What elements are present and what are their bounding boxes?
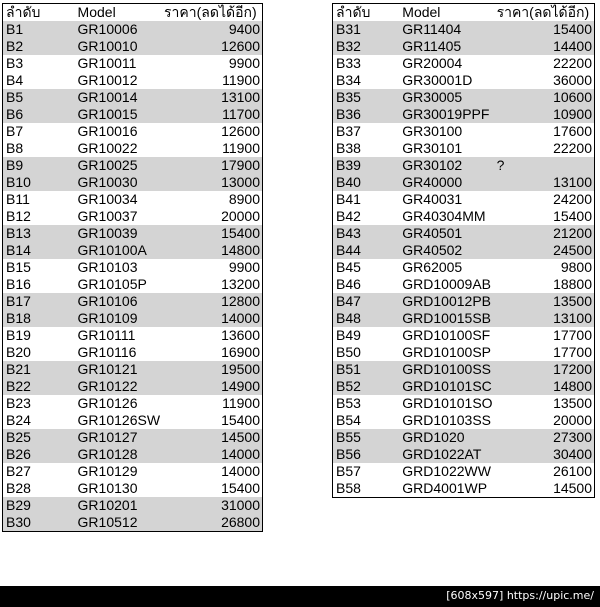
cell-code: B31 <box>333 21 401 38</box>
cell-price: 19500 <box>162 361 262 378</box>
cell-code: B41 <box>336 191 361 207</box>
cell-code: B37 <box>336 123 361 139</box>
table-row <box>3 412 263 429</box>
table-row <box>333 480 595 498</box>
cell-price: 13200 <box>221 276 260 292</box>
cell-model: GR30101 <box>402 140 463 156</box>
table-row <box>3 480 263 497</box>
cell-model: GRD1020 <box>400 429 494 446</box>
cell-code: B38 <box>336 140 361 156</box>
table-row <box>3 310 263 327</box>
cell-model: GR10109 <box>76 310 162 327</box>
table-row <box>333 55 595 72</box>
header-row <box>333 4 595 22</box>
cell-model: GR30100 <box>402 123 463 139</box>
cell-price: 9900 <box>228 259 260 275</box>
cell-price: 30400 <box>495 446 595 463</box>
cell-model: GR10129 <box>77 463 138 479</box>
table-row <box>333 429 595 446</box>
cell-price: 27300 <box>495 429 595 446</box>
cell-code: B58 <box>336 480 361 496</box>
cell-price: 13600 <box>221 327 260 343</box>
cell-code: B20 <box>6 344 31 360</box>
cell-code: B16 <box>6 276 31 292</box>
cell-price: 9400 <box>162 21 262 38</box>
cell-code: B23 <box>6 395 31 411</box>
cell-price: 10600 <box>495 89 595 106</box>
cell-code: B22 <box>3 378 76 395</box>
cell-model: GR11404 <box>400 21 494 38</box>
cell-code: B24 <box>6 412 31 428</box>
cell-price: 24500 <box>495 242 595 259</box>
table-row <box>3 55 263 72</box>
table-row <box>333 463 595 480</box>
price-table-right <box>332 3 595 498</box>
cell-price: 13500 <box>553 395 592 411</box>
image-host-footer <box>0 586 600 607</box>
cell-price: 8900 <box>228 191 260 207</box>
cell-model: GR10015 <box>76 106 162 123</box>
cell-model: GR40502 <box>400 242 494 259</box>
cell-code: B2 <box>3 38 76 55</box>
cell-code: B8 <box>6 140 24 156</box>
cell-model: GRD10009AB <box>402 276 491 292</box>
cell-price: 11900 <box>222 140 260 156</box>
table-row <box>3 89 263 106</box>
price-table-left <box>2 3 263 532</box>
cell-model: GRD10100SF <box>402 327 491 343</box>
header-price: ราคา(ลดได้อีก) <box>496 4 590 20</box>
cell-model: GRD10101SO <box>402 395 493 411</box>
cell-price: 14000 <box>221 463 260 479</box>
cell-price: 12800 <box>162 293 262 310</box>
cell-model: GR10010 <box>76 38 162 55</box>
cell-code: B9 <box>3 157 76 174</box>
cell-code: B57 <box>336 463 361 479</box>
cell-code: B14 <box>3 242 76 259</box>
cell-price: 20000 <box>221 208 260 224</box>
table-row <box>3 378 263 395</box>
cell-price: ? <box>495 157 595 174</box>
table-row <box>333 276 595 293</box>
cell-model: GR10103 <box>77 259 138 275</box>
cell-price: 22200 <box>553 140 592 156</box>
cell-code: B35 <box>333 89 401 106</box>
cell-model: GRD1022AT <box>400 446 494 463</box>
cell-code: B6 <box>3 106 76 123</box>
table-row <box>3 242 263 259</box>
cell-price: 17700 <box>553 327 592 343</box>
cell-model: GR10037 <box>77 208 138 224</box>
cell-model: GR62005 <box>402 259 463 275</box>
table-row <box>3 157 263 174</box>
cell-price: 17900 <box>162 157 262 174</box>
table-body-right <box>333 21 595 498</box>
cell-code: B29 <box>3 497 76 514</box>
cell-code: B50 <box>336 344 361 360</box>
table-row <box>333 344 595 361</box>
cell-model: GR10012 <box>77 72 138 88</box>
cell-price: 21200 <box>495 225 595 242</box>
table-row <box>333 38 595 55</box>
cell-code: B1 <box>3 21 76 38</box>
cell-price: 15400 <box>221 412 260 428</box>
cell-code: B19 <box>6 327 31 343</box>
cell-model: GR10130 <box>77 480 138 496</box>
header-model: Model <box>402 4 441 20</box>
table-row <box>333 21 595 38</box>
cell-price: 14900 <box>162 378 262 395</box>
cell-code: B18 <box>3 310 76 327</box>
table-row <box>333 361 595 378</box>
cell-price: 14500 <box>553 480 592 496</box>
cell-price: 10900 <box>495 106 595 123</box>
cell-price: 13500 <box>495 293 595 310</box>
table-row <box>3 21 263 38</box>
cell-model: GR10122 <box>76 378 162 395</box>
cell-model: GR30001D <box>402 72 473 88</box>
cell-model: GRD4001WP <box>402 480 488 496</box>
table-body-left <box>3 21 263 532</box>
table-row <box>3 140 263 157</box>
table-row <box>333 140 595 157</box>
cell-code: B56 <box>333 446 401 463</box>
cell-model: GR40304MM <box>402 208 486 224</box>
cell-code: B25 <box>3 429 76 446</box>
cell-code: B5 <box>3 89 76 106</box>
table-row <box>3 497 263 514</box>
cell-code: B53 <box>336 395 361 411</box>
cell-price: 26100 <box>553 463 592 479</box>
table-row <box>333 293 595 310</box>
cell-code: B44 <box>333 242 401 259</box>
cell-code: B26 <box>3 446 76 463</box>
table-row <box>3 123 263 140</box>
cell-price: 13000 <box>162 174 262 191</box>
cell-price: 13100 <box>495 174 595 191</box>
cell-code: B51 <box>333 361 401 378</box>
table-row <box>333 242 595 259</box>
cell-model: GR10126SW <box>77 412 161 428</box>
cell-price: 24200 <box>553 191 592 207</box>
cell-price: 9900 <box>228 55 260 71</box>
table-row <box>3 344 263 361</box>
cell-code: B21 <box>3 361 76 378</box>
cell-code: B32 <box>333 38 401 55</box>
cell-code: B33 <box>336 55 361 71</box>
table-row <box>3 361 263 378</box>
table-row <box>3 429 263 446</box>
cell-model: GRD10100SS <box>400 361 494 378</box>
table-row <box>3 191 263 208</box>
cell-price: 15400 <box>221 480 260 496</box>
table-row <box>3 293 263 310</box>
cell-model: GR10111 <box>77 327 136 343</box>
cell-code: B7 <box>6 123 24 139</box>
cell-code: B12 <box>6 208 31 224</box>
header-price: ราคา(ลดได้อีก) <box>164 4 257 20</box>
table-row <box>3 395 263 412</box>
cell-model: GR40000 <box>400 174 494 191</box>
cell-code: B39 <box>333 157 401 174</box>
table-row <box>333 72 595 89</box>
cell-price: 20000 <box>553 412 592 428</box>
cell-model: GR10025 <box>76 157 162 174</box>
table-row <box>333 191 595 208</box>
cell-model: GR10100A <box>76 242 162 259</box>
cell-code: B36 <box>333 106 401 123</box>
header-code: ลำดับ <box>336 4 371 20</box>
cell-price: 18800 <box>553 276 592 292</box>
cell-model: GR10014 <box>76 89 162 106</box>
table-row <box>333 378 595 395</box>
cell-code: B46 <box>336 276 361 292</box>
cell-model: GR10116 <box>77 344 137 360</box>
cell-code: B49 <box>336 327 361 343</box>
header-row <box>3 4 263 22</box>
cell-code: B52 <box>333 378 401 395</box>
cell-model: GR10039 <box>76 225 162 242</box>
cell-price: 14000 <box>162 310 262 327</box>
table-row <box>333 446 595 463</box>
cell-price: 12600 <box>221 123 260 139</box>
table-row <box>333 395 595 412</box>
header-code: ลำดับ <box>6 4 41 20</box>
cell-model: GR10106 <box>76 293 162 310</box>
table-row <box>3 463 263 480</box>
cell-model: GR10121 <box>76 361 162 378</box>
cell-model: GR30005 <box>400 89 494 106</box>
cell-code: B47 <box>333 293 401 310</box>
cell-model: GR10034 <box>77 191 138 207</box>
table-row <box>333 327 595 344</box>
cell-price: 36000 <box>553 72 592 88</box>
cell-price: 14800 <box>162 242 262 259</box>
cell-code: B15 <box>6 259 31 275</box>
cell-price: 17200 <box>495 361 595 378</box>
cell-price: 11700 <box>162 106 262 123</box>
table-row <box>3 106 263 123</box>
cell-model: GR10512 <box>76 514 162 532</box>
cell-price: 26800 <box>162 514 262 532</box>
table-row <box>333 174 595 191</box>
cell-price: 13100 <box>162 89 262 106</box>
cell-code: B13 <box>3 225 76 242</box>
table-row <box>3 174 263 191</box>
cell-model: GR10011 <box>77 55 137 71</box>
cell-code: B45 <box>336 259 361 275</box>
table-row <box>3 72 263 89</box>
cell-code: B55 <box>333 429 401 446</box>
cell-code: B40 <box>333 174 401 191</box>
cell-price: 17600 <box>553 123 592 139</box>
cell-code: B48 <box>333 310 401 327</box>
cell-model: GR10127 <box>76 429 162 446</box>
table-row <box>333 157 595 174</box>
cell-model: GR10201 <box>76 497 162 514</box>
cell-price: 14400 <box>495 38 595 55</box>
cell-price: 14000 <box>162 446 262 463</box>
cell-code: B30 <box>3 514 76 532</box>
cell-model: GRD1022WW <box>402 463 491 479</box>
table-row <box>333 412 595 429</box>
cell-code: B11 <box>6 191 30 207</box>
table-row <box>333 225 595 242</box>
table-row <box>3 259 263 276</box>
cell-code: B3 <box>6 55 24 71</box>
cell-price: 11900 <box>222 72 260 88</box>
table-row <box>333 208 595 225</box>
cell-code: B27 <box>6 463 31 479</box>
cell-code: B17 <box>3 293 76 310</box>
cell-model: GR10022 <box>77 140 138 156</box>
cell-model: GR40031 <box>402 191 463 207</box>
cell-code: B43 <box>333 225 401 242</box>
cell-price: 9800 <box>560 259 592 275</box>
cell-model: GRD10103SS <box>402 412 491 428</box>
cell-model: GR11405 <box>400 38 494 55</box>
table-row <box>333 89 595 106</box>
cell-price: 17700 <box>553 344 592 360</box>
table-row <box>3 276 263 293</box>
cell-model: GRD10100SP <box>402 344 491 360</box>
cell-code: B34 <box>336 72 361 88</box>
cell-model: GR20004 <box>402 55 463 71</box>
cell-model: GRD10101SC <box>400 378 494 395</box>
cell-model: GRD10015SB <box>400 310 494 327</box>
table-row <box>3 225 263 242</box>
table-row <box>333 106 595 123</box>
cell-model: GR10105P <box>77 276 147 292</box>
cell-model: GR30102 <box>400 157 494 174</box>
cell-model: GR40501 <box>400 225 494 242</box>
table-row <box>333 310 595 327</box>
table-row <box>3 446 263 463</box>
cell-code: B28 <box>6 480 31 496</box>
cell-model: GR10128 <box>76 446 162 463</box>
cell-price: 22200 <box>553 55 592 71</box>
table-row <box>333 259 595 276</box>
cell-price: 11900 <box>222 395 260 411</box>
table-row <box>3 514 263 532</box>
cell-code: B54 <box>336 412 361 428</box>
cell-code: B42 <box>336 208 361 224</box>
cell-price: 15400 <box>553 208 592 224</box>
table-row <box>3 327 263 344</box>
cell-code: B10 <box>3 174 76 191</box>
cell-price: 16900 <box>221 344 260 360</box>
cell-price: 14500 <box>162 429 262 446</box>
cell-price: 15400 <box>162 225 262 242</box>
header-model: Model <box>77 4 116 20</box>
cell-model: GR10016 <box>77 123 138 139</box>
cell-model: GR10030 <box>76 174 162 191</box>
cell-model: GR10126 <box>77 395 138 411</box>
cell-model: GR30019PPF <box>400 106 494 123</box>
cell-price: 15400 <box>495 21 595 38</box>
table-row <box>3 208 263 225</box>
cell-price: 31000 <box>162 497 262 514</box>
cell-code: B4 <box>6 72 24 88</box>
cell-model: GRD10012PB <box>400 293 494 310</box>
cell-model: GR10006 <box>76 21 162 38</box>
table-row <box>3 38 263 55</box>
table-row <box>333 123 595 140</box>
footer-caption: [608x597] https://upic.me/ <box>446 589 594 602</box>
cell-price: 14800 <box>495 378 595 395</box>
cell-price: 13100 <box>495 310 595 327</box>
cell-price: 12600 <box>162 38 262 55</box>
